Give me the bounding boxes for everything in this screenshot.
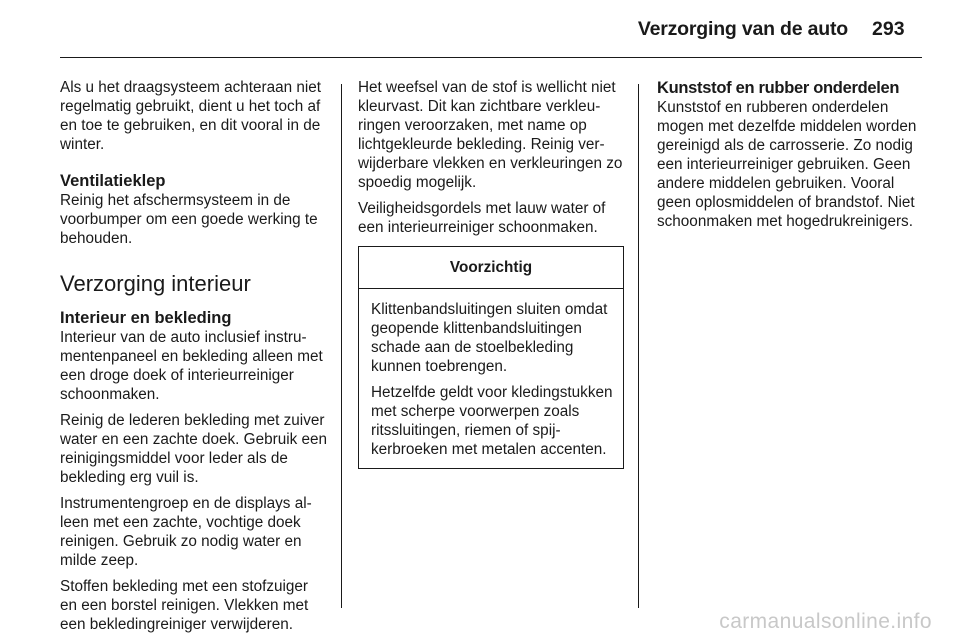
column-divider-2 (638, 84, 639, 608)
header-title: Verzorging van de auto (637, 18, 848, 40)
warning-paragraph-2: Hetzelfde geldt voor kledingstukken met scherpe voorwerpen zoals ritssluitingen, riemen of spijkerbroeken met metalen accenten. (371, 384, 613, 458)
warning-title: Voorzichtig (359, 247, 623, 289)
interieur-paragraph-2: Reinig de lederen bekleding met zuiver water en een zachte doek. Gebruik een reinigingsmiddel voor leder als de bekleding erg vuil is. (60, 412, 328, 486)
interieur-paragraph-3: Instrumentengroep en de displays alleen met een zachte, vochtige doek reinigen. Gebruik zo nodig water en milde zeep. (60, 495, 312, 569)
warning-box (358, 246, 624, 469)
kunststof-heading: Kunststof en rubber onderdelen (657, 79, 900, 97)
interieur-heading: Interieur en bekleding (60, 309, 232, 327)
interieur-paragraph-4: Stoffen bekleding met een stofzuiger en een borstel reinigen. Vlekken met een bekledingreiniger verwijderen. (60, 578, 309, 633)
watermark: carmanualsonline.info (719, 610, 932, 633)
column-divider-1 (341, 84, 342, 608)
ventilatieklep-heading: Ventilatieklep (60, 172, 166, 190)
kunststof-paragraph: Kunststof en rubberen onderdelen mogen met dezelfde middelen worden gereinigd als de carrosserie. Zo nodig een interieurreiniger gebruiken. Geen andere middelen gebruiken. Vooral geen oplosmiddelen of brandstof. Niet schoonmaken met hogedrukreinigers. (657, 99, 917, 230)
column-1 (60, 78, 328, 641)
header-rule (60, 57, 922, 58)
column-3 (657, 78, 925, 238)
warning-body (359, 289, 623, 468)
interieur-paragraph-1: Interieur van de auto inclusief instrumentenpaneel en bekleding alleen met een droge doek of interieurreiniger schoonmaken. (60, 329, 323, 403)
stof-paragraph: Het weefsel van de stof is wellicht niet kleurvast. Dit kan zichtbare verkleuringen veroorzaken, met name op lichtgekleurde bekleding. Reinig verwijderbare vlekken en verkleuringen zo spoedig mogelijk. (358, 79, 623, 191)
intro-paragraph: Als u het draagsysteem achteraan niet regelmatig gebruikt, dient u het toch af en toe te gebruiken, en dit vooral in de winter. (60, 79, 322, 153)
warning-paragraph-1: Klittenbandsluitingen sluiten omdat geopende klittenbandsluitingen schade aan de stoelbekleding kunnen toebrengen. (371, 301, 608, 375)
column-2 (358, 78, 624, 469)
page-number: 293 (872, 18, 905, 40)
gordels-paragraph: Veiligheidsgordels met lauw water of een interieurreiniger schoonmaken. (358, 200, 606, 236)
ventilatieklep-paragraph: Reinig het afschermsysteem in de voorbumper om een goede werking te behouden. (60, 192, 318, 247)
section-heading: Verzorging interieur (60, 271, 251, 296)
